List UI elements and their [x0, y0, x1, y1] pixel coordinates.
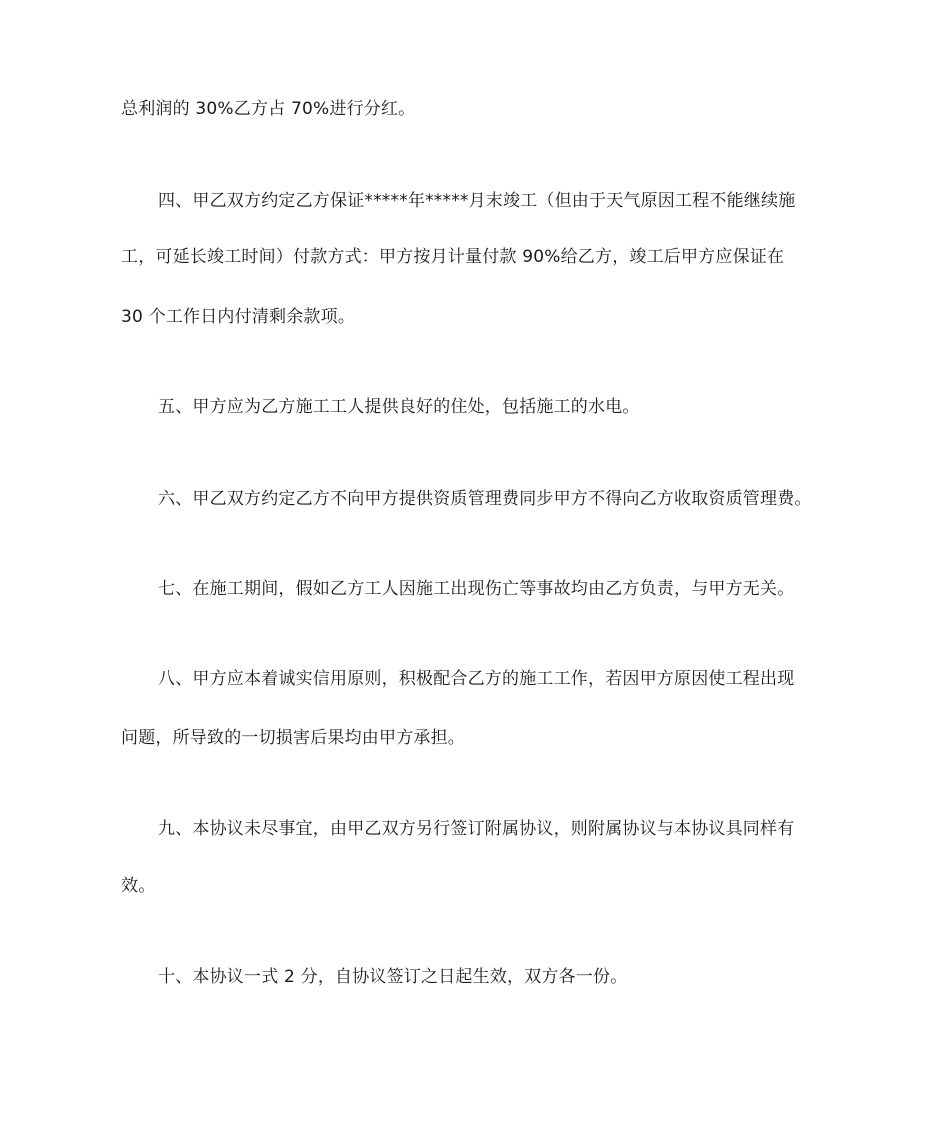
clause-4-line-3: 30 个工作日内付清剩余款项。: [121, 307, 356, 327]
clause-4-line-2: 工，可延长竣工时间）付款方式：甲方按月计量付款 90%给乙方，竣工后甲方应保证在: [121, 247, 785, 267]
clause-6: 六、甲乙双方约定乙方不向甲方提供资质管理费同步甲方不得向乙方收取资质管理费。: [158, 489, 812, 509]
paragraph-line-profit-split: 总利润的 30%乙方占 70%进行分红。: [121, 99, 416, 119]
clause-9-line-1: 九、本协议未尽事宜，由甲乙双方另行签订附属协议，则附属协议与本协议具同样有: [158, 819, 795, 839]
clause-5: 五、甲方应为乙方施工工人提供良好的住处，包括施工的水电。: [158, 397, 640, 417]
clause-10: 十、本协议一式 2 分，自协议签订之日起生效，双方各一份。: [158, 967, 628, 987]
clause-8-line-1: 八、甲方应本着诚实信用原则，积极配合乙方的施工工作，若因甲方原因使工程出现: [158, 669, 795, 689]
clause-9-line-2: 效。: [121, 876, 156, 896]
clause-4-line-1: 四、甲乙双方约定乙方保证*****年*****月末竣工（但由于天气原因工程不能继续施: [158, 191, 796, 211]
clause-8-line-2: 问题，所导致的一切损害后果均由甲方承担。: [121, 728, 465, 748]
clause-7: 七、在施工期间，假如乙方工人因施工出现伤亡等事故均由乙方负责，与甲方无关。: [158, 579, 795, 599]
